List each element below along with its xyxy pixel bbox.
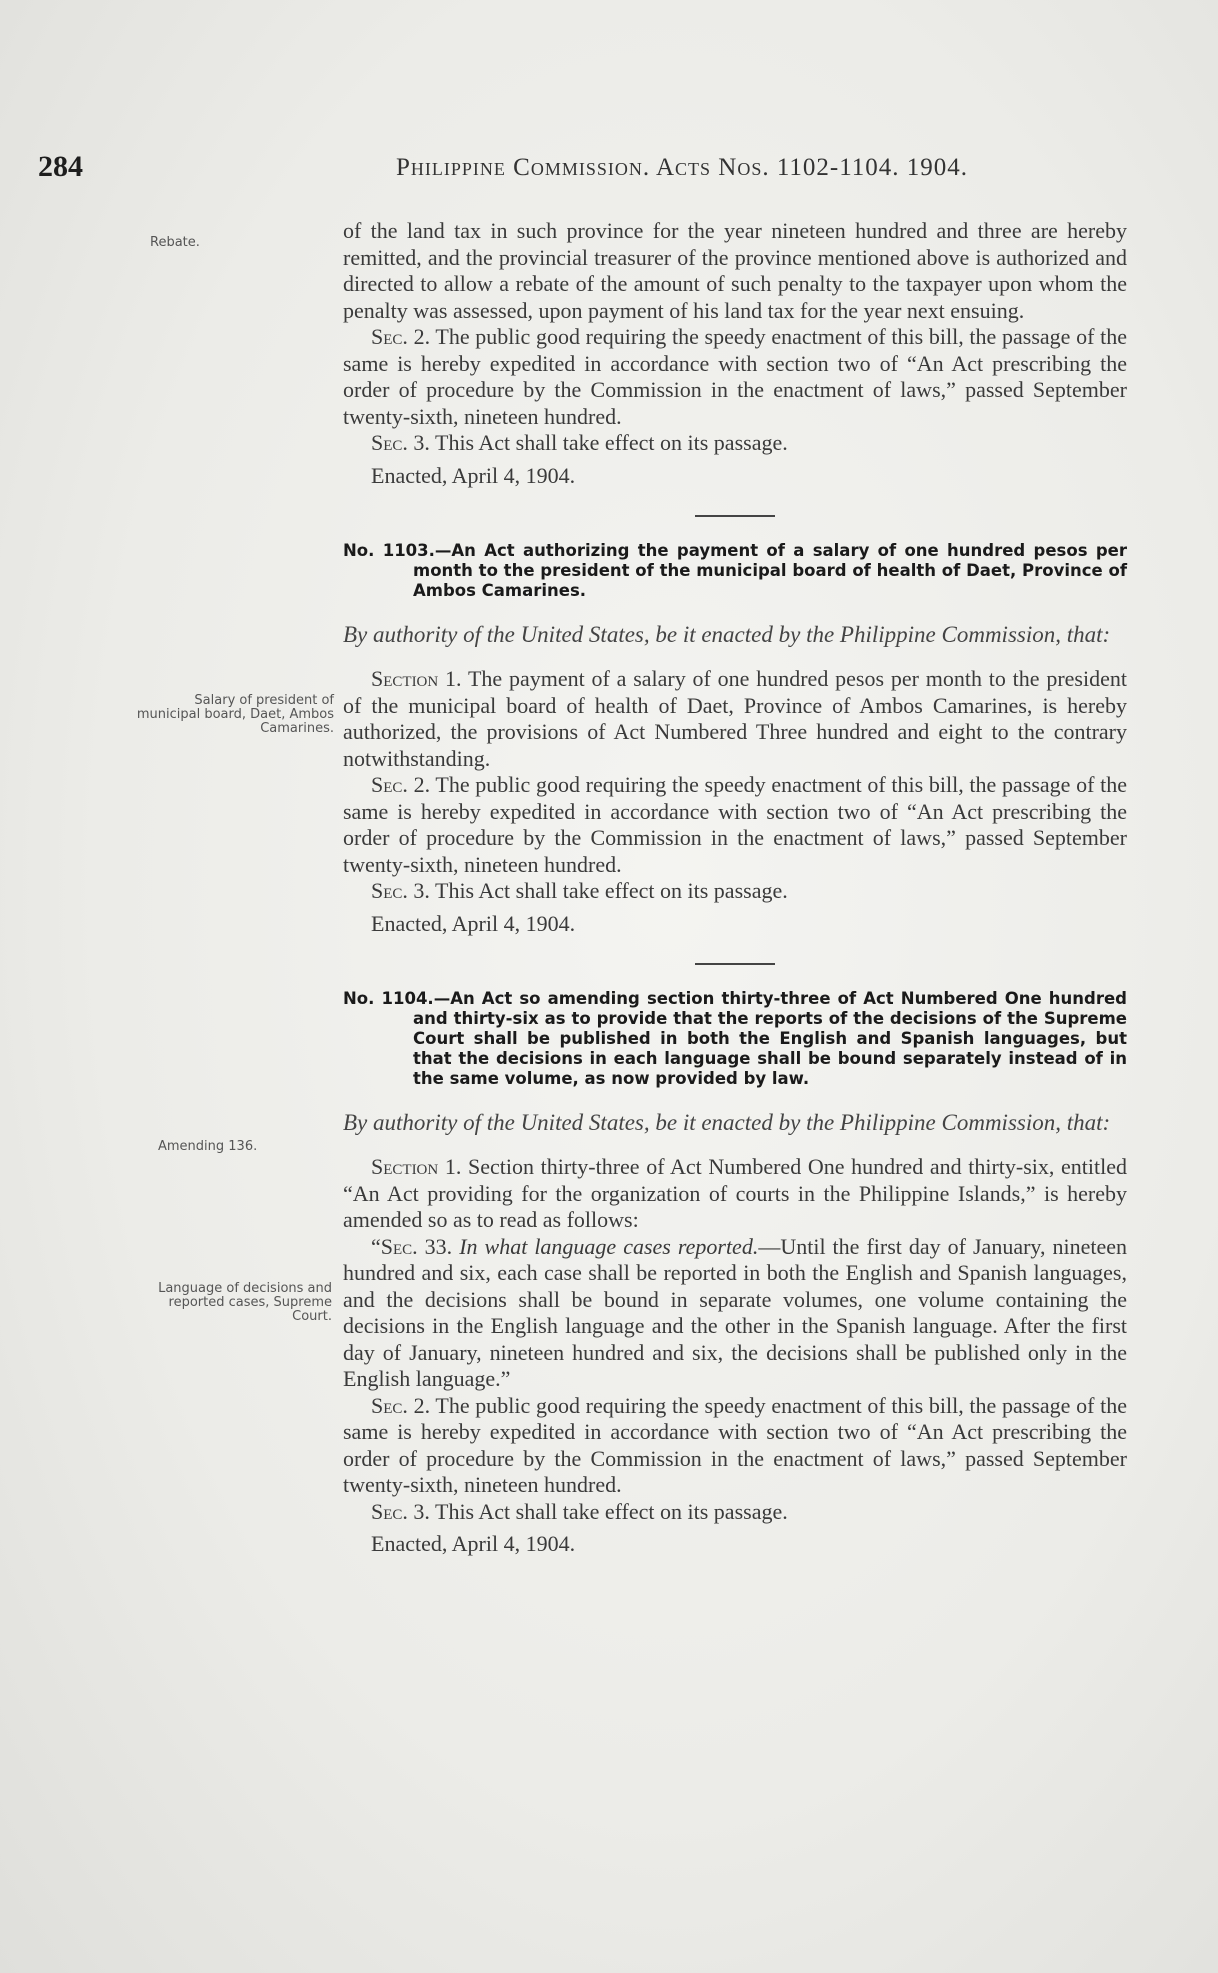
section-text: The payment of a salary of one hundred pesos per month to the president of the municipal board of health of Daet, Province of Ambos Camarines, is hereby authorized, the provisions of Act Numbered Three hundred and eight to the contrary notwithstanding. <box>343 666 1127 771</box>
act-1104 <box>343 989 1127 1558</box>
section-divider <box>695 963 775 965</box>
section-1-paragraph <box>343 666 1127 772</box>
section-text: This Act shall take effect on its passage. <box>429 1498 788 1524</box>
enacted-date: Enacted, April 4, 1904. <box>371 462 576 488</box>
section-label: Sec. 3. <box>371 1498 430 1524</box>
section-text: This Act shall take effect on its passage. <box>429 430 788 455</box>
page-number: 284 <box>38 150 83 183</box>
section-3-paragraph <box>343 430 1127 457</box>
act-1102-tail <box>343 218 1127 489</box>
margin-note-amending: Amending 136. <box>158 1139 258 1154</box>
section-text: The public good requiring the speedy enactment of this bill, the passage of the same is hereby expedited in accordance with section two of “An Act prescribing the order of procedure by the Commission in the enactment of laws,” passed September twenty-sixth, nineteen hundred. <box>343 772 1127 877</box>
section-text: This Act shall take effect on its passage. <box>429 878 788 903</box>
section-label: Sec. 2. <box>371 324 431 349</box>
act-heading: No. 1104.—An Act so amending section thirty-three of Act Numbered One hundred and thirty-six as to provide that the reports of the decisions of the Supreme Court shall be published in both the English and Spanish languages, but that the decisions in each language shall be bound separately instead of in the same volume, as now provided by law. <box>343 989 1127 1088</box>
act-heading: No. 1103.—An Act authorizing the payment of a salary of one hundred pesos per month to the president of the municipal board of health of Daet, Province of Ambos Camarines. <box>343 541 1127 600</box>
section-label: Sec. 3. <box>371 430 430 455</box>
section-divider <box>695 515 775 517</box>
quoted-section-33 <box>343 1234 1127 1393</box>
section-text: The public good requiring the speedy enactment of this bill, the passage of the same is hereby expedited in accordance with section two of “An Act prescribing the order of procedure by the Commission in the enactment of laws,” passed September twenty-sixth, nineteen hundred. <box>343 324 1127 429</box>
quoted-section-title: In what language cases reported. <box>452 1233 759 1259</box>
section-3-paragraph <box>343 878 1127 905</box>
act-1103 <box>343 541 1127 937</box>
section-label: Sec. 2. <box>371 772 431 797</box>
enacting-clause: By authority of the United States, be it enacted by the Philippine Commission, that: <box>343 622 1111 647</box>
section-text: The public good requiring the speedy enactment of this bill, the passage of the same is hereby expedited in accordance with section two of “An Act prescribing the order of procedure by the Commission in the enactment of laws,” passed September twenty-sixth, nineteen hundred. <box>343 1392 1127 1497</box>
enacted-date: Enacted, April 4, 1904. <box>371 910 576 936</box>
section-text: Section thirty-three of Act Numbered One hundred and thirty-six, entitled “An Act providing for the organization of courts in the Philippine Islands,” is hereby amended so as to read as follows: <box>343 1154 1127 1232</box>
section-label: Sec. 3. <box>371 878 430 903</box>
rebate-paragraph: of the land tax in such province for the year nineteen hundred and three are hereby remitted, and the provincial treasurer of the province mentioned above is authorized and directed to allow a rebate of the amount of such penalty to the taxpayer upon whom the penalty was assessed, upon payment of his land tax for the year next ensuing. <box>343 218 1127 323</box>
section-text: —Until the first day of January, nineteen hundred and six, each case shall be reported in both the English and Spanish languages, and the decisions shall be bound in separate volumes, one volume containing the decisions in the English language and the other in the Spanish language. After the first day of January, nineteen hundred and six, the decisions shall be published only in the English language.” <box>343 1233 1128 1391</box>
section-1-paragraph <box>343 1154 1127 1234</box>
main-text <box>343 218 1127 1558</box>
page-header <box>0 150 1218 190</box>
section-label: Section 1. <box>371 666 462 691</box>
margin-note-rebate: Rebate. <box>150 235 200 250</box>
running-head: Philippine Commission. Acts Nos. 1102-1104. 1904. <box>396 154 969 181</box>
section-label: Sec. 2. <box>371 1392 431 1418</box>
margin-note-language: Language of decisions and reported cases, Supreme Court. <box>158 1281 332 1324</box>
section-2-paragraph <box>343 772 1127 878</box>
section-2-paragraph <box>343 1393 1127 1499</box>
enacting-clause: By authority of the United States, be it enacted by the Philippine Commission, that: <box>343 1110 1111 1135</box>
section-2-paragraph <box>343 324 1127 430</box>
section-label: Section 1. <box>371 1154 462 1179</box>
enacted-date: Enacted, April 4, 1904. <box>371 1531 576 1556</box>
margin-note-salary: Salary of president of municipal board, Daet, Ambos Camarines. <box>136 693 334 736</box>
section-3-paragraph <box>343 1499 1127 1526</box>
section-label: “Sec. 33. <box>371 1233 453 1259</box>
